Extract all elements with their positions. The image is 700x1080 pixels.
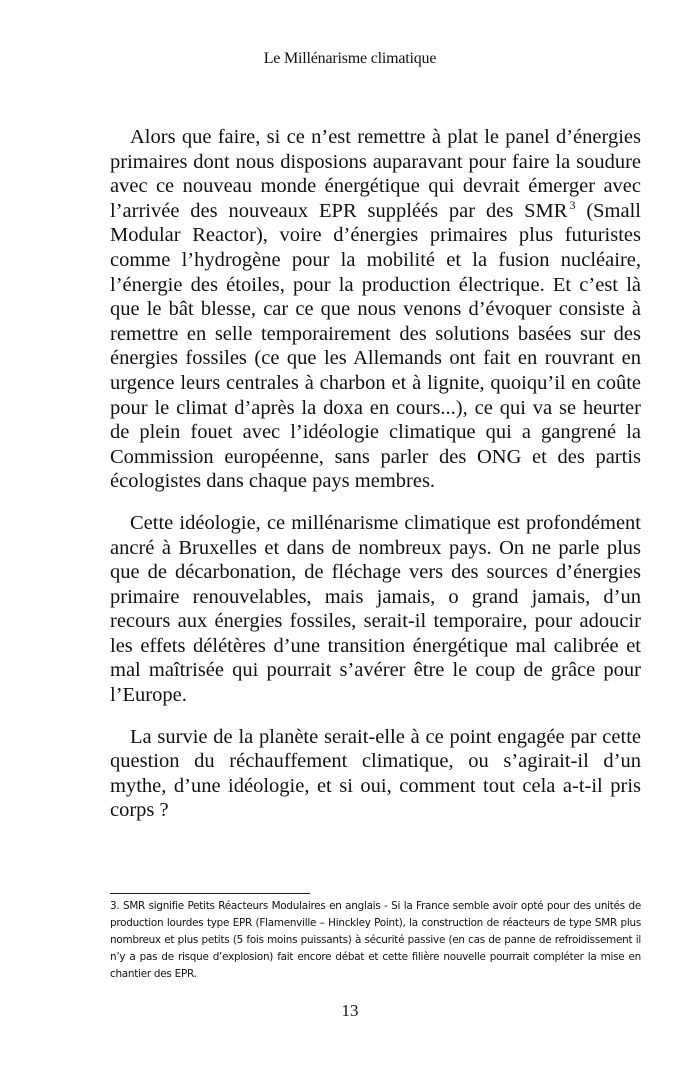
footnote-separator [110,893,310,894]
footnote-reference-3[interactable]: 3 [569,197,576,212]
page-number: 13 [341,1001,359,1020]
paragraph-1 [110,125,641,494]
running-header: Le Millénarisme climatique [263,50,437,67]
paragraph-1-text-a: Alors que faire, si ce n’est remettre à plat le panel d’énergies primaires dont nous disposions auparavant pour faire la soudure avec ce nouveau monde énergétique qui devrait émerger avec l’arrivée des nouveaux EPR suppléés par des SMR [110,126,641,222]
footnote-number: 3. [110,900,120,912]
footnote-text: SMR signifie Petits Réacteurs Modulaires en anglais - Si la France semble avoir opté pour des unités de production lourdes type EPR (Flamenville – Hinckley Point), la construction de réacteurs de type SMR plus nombreux et plus petits (5 fois moins puissants) à sécurité passive (en cas de panne de refroidissement il n’y a pas de risque d’explosion) fait encore débat et cette filière nouvelle pourrait compléter la mise en chantier des EPR. [110,900,641,980]
paragraph-1-text-b: (Small Modular Reactor), voire d’énergies primaires plus futuristes comme l’hydrogène pour la mobilité et la fusion nucléaire, l’énergie des étoiles, pour la production électrique. Et c’est là que le bât blesse, car ce que nous venons d’évoquer consiste à remettre en selle temporairement des solutions basées sur des énergies fossiles (ce que les Allemands ont fait en rouvrant en urgence leurs centrales à charbon et à lignite, quoiqu’il en coûte pour le climat d’après la doxa en cours...), ce qui va se heurter de plein fouet avec l’idéologie climatique qui a gangrené la Commission européenne, sans parler des ONG et des partis écologistes dans chaque pays membres. [110,199,641,493]
footnote-3 [110,898,641,983]
body-text [110,125,641,823]
paragraph-2: Cette idéologie, ce millénarisme climatique est profondément ancré à Bruxelles et dans de nombreux pays. On ne parle plus que de décarbonation, de fléchage vers des sources d’énergies primaire renouvelables, mais jamais, o grand jamais, d’un recours aux énergies fossiles, serait-il temporaire, pour adoucir les effets délétères d’une transition énergétique mal calibrée et mal maîtrisée qui pourrait s’avérer être le coup de grâce pour l’Europe. [110,511,641,707]
paragraph-3: La survie de la planète serait-elle à ce point engagée par cette question du réchauffement climatique, ou s’agirait-il d’un mythe, d’une idéologie, et si oui, comment tout cela a-t-il pris corps ? [110,725,641,822]
